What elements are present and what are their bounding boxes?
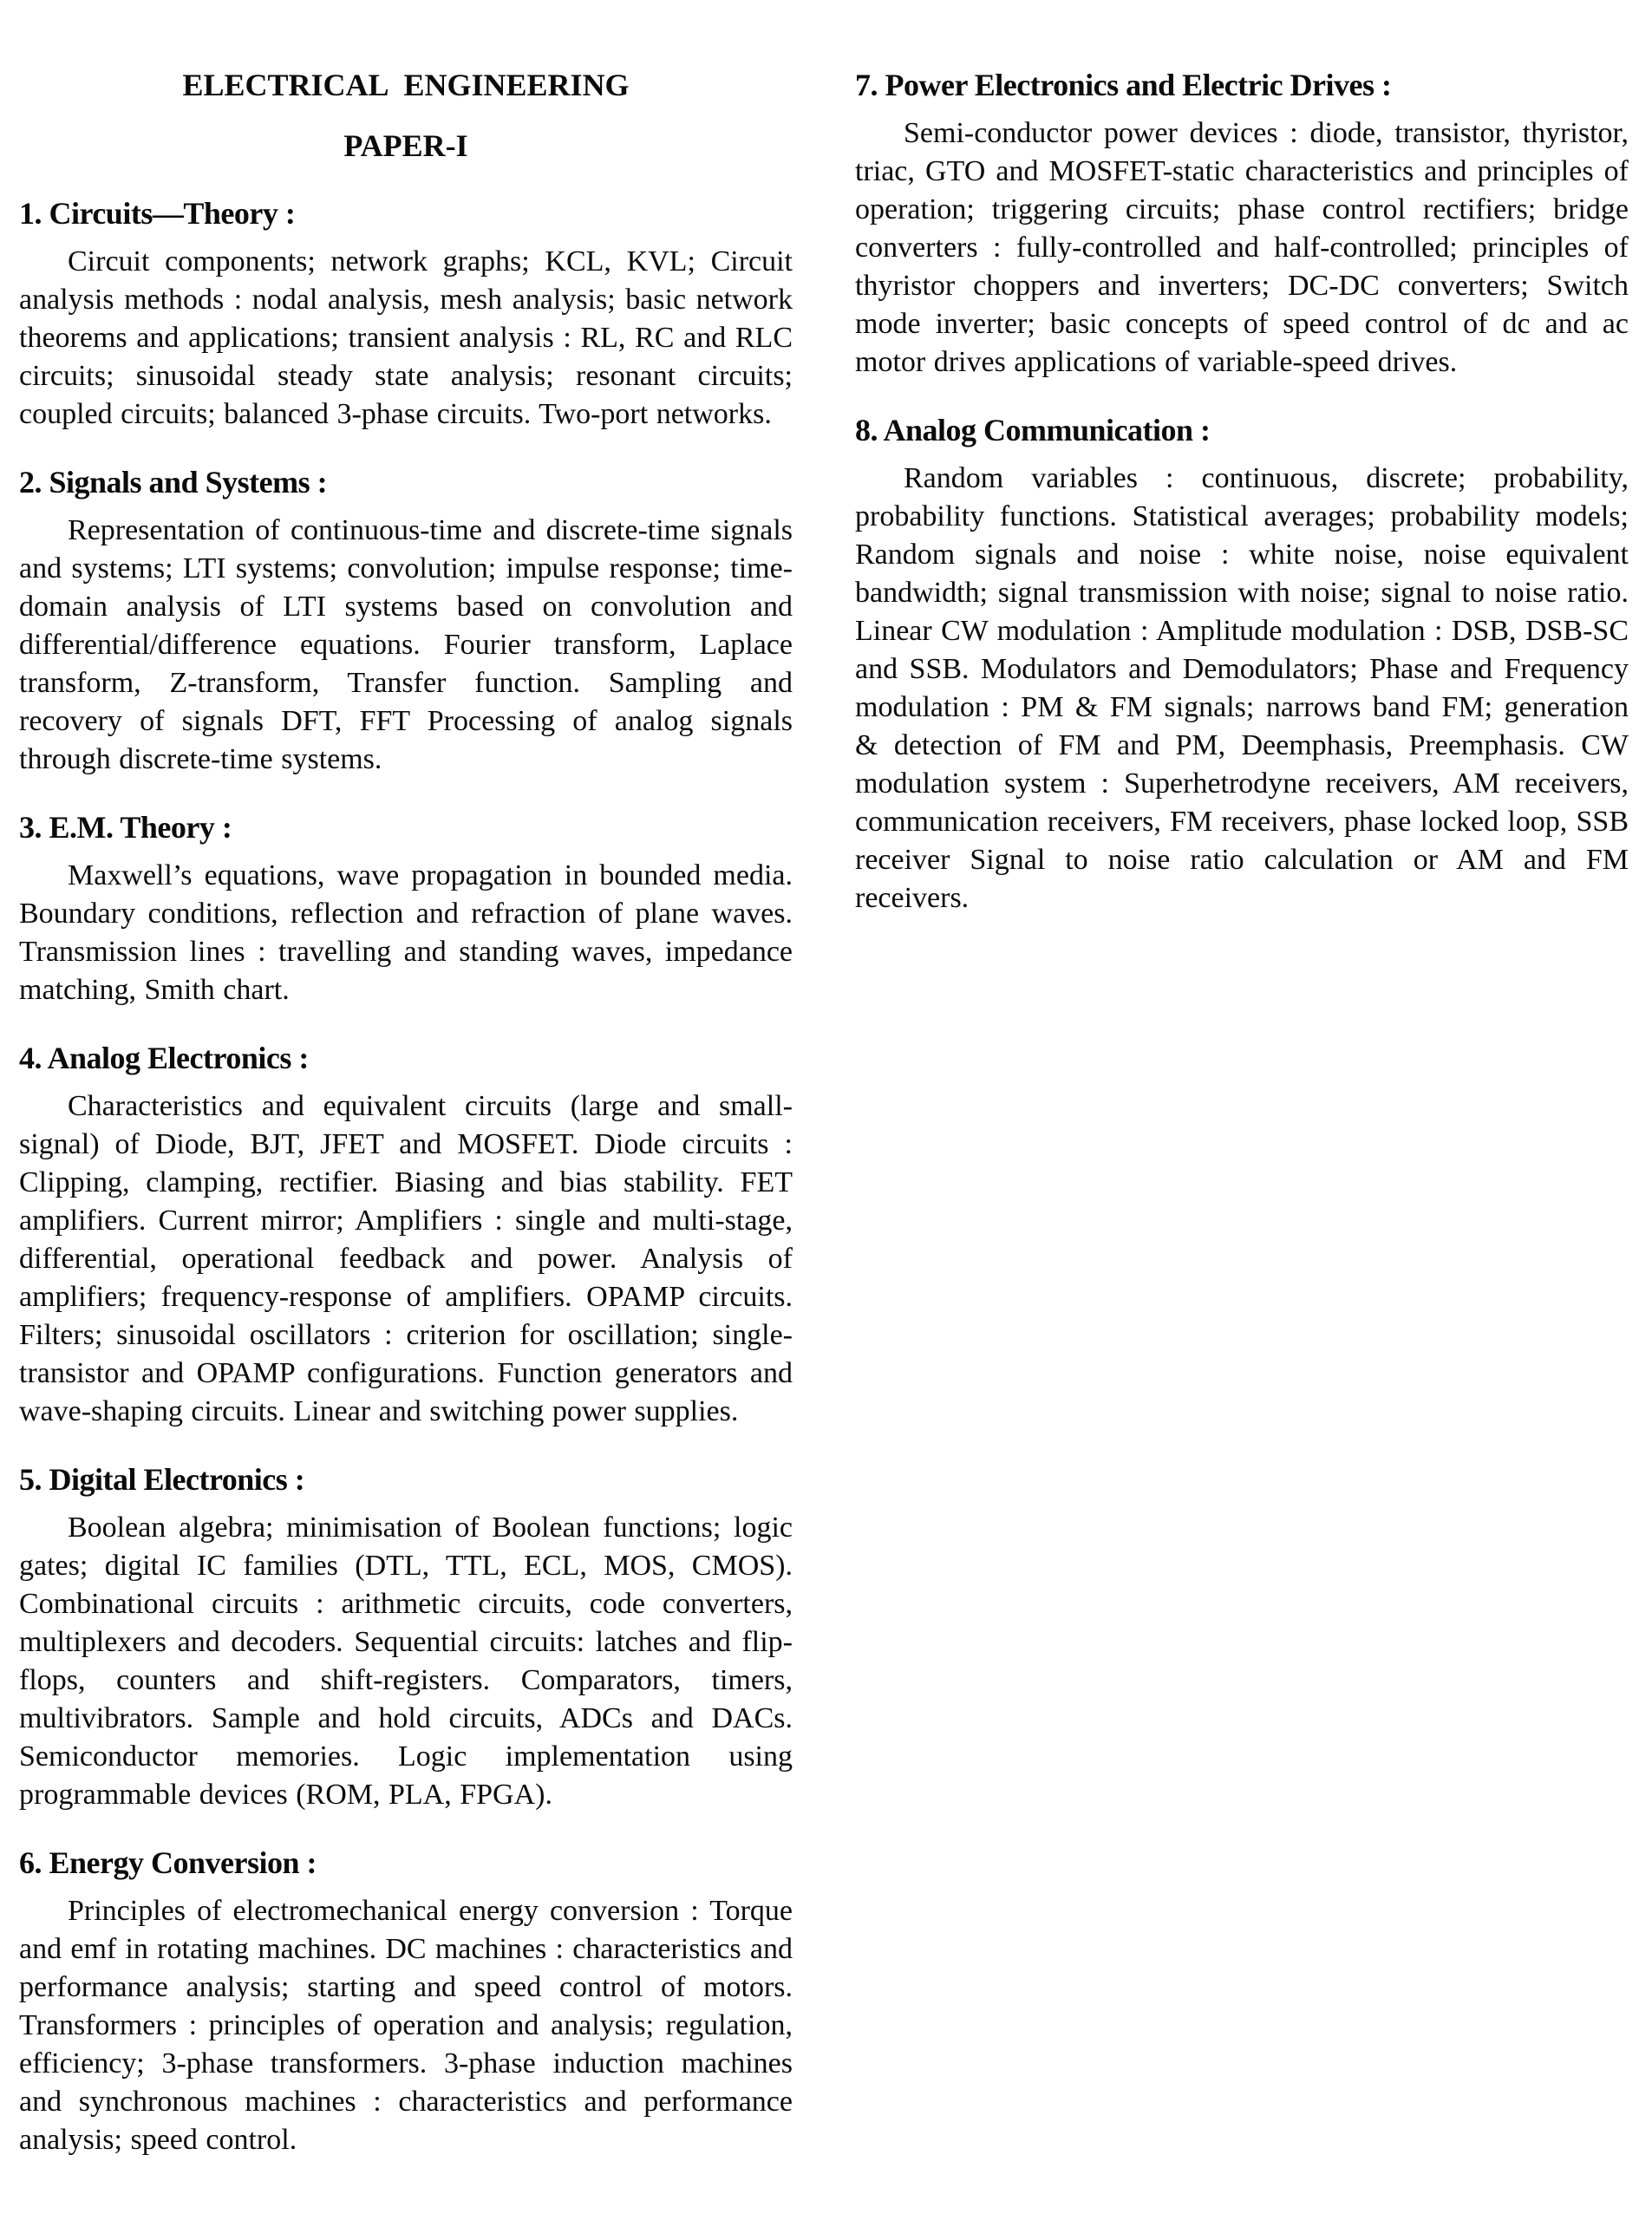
section-signals-systems (19, 463, 793, 779)
section-power-electronics (855, 66, 1629, 382)
section-body: Representation of continuous-time and discrete-time signals and systems; LTI systems; convolution; impulse response; time-domain analysis of LTI systems based on convolution and differential/difference equations. Fourier transform, Laplace transform, Z-transform, Transfer function. Sampling and recovery of signals DFT, FFT Processing of analog signals through discrete-time systems. (19, 514, 793, 775)
section-digital-electronics (19, 1460, 793, 1814)
section-circuits-theory (19, 194, 793, 434)
section-heading: 3. E.M. Theory : (19, 810, 232, 845)
section-body: Random variables : continuous, discrete; probability, probability functions. Statistical averages; probability models; Random signals and noise : white noise, noise equivalent bandwidth; signal transmission with noise; signal to noise ratio. Linear CW modulation : Amplitude modulation : DSB, DSB-SC and SSB. Modulators and Demodulators; Phase and Frequency modulation : PM & FM signals; narrows band FM; generation & detection of FM and PM, Deemphasis, Preemphasis. CW modulation system : Superhetrodyne receivers, AM receivers, communication receivers, FM receivers, phase locked loop, SSB receiver Signal to noise ratio calculation or AM and FM receivers. (855, 462, 1629, 914)
section-heading: 5. Digital Electronics : (19, 1462, 305, 1497)
section-heading: 7. Power Electronics and Electric Drives : (855, 68, 1392, 102)
section-body: Semi-conductor power devices : diode, transistor, thyristor, triac, GTO and MOSFET-static characteristics and principles of operation; triggering circuits; phase control rectifiers; bridge converters : fully-controlled and half-controlled; principles of thyristor choppers and inverters; DC-DC converters; Switch mode inverter; basic concepts of speed control of dc and ac motor drives applications of variable-speed drives. (855, 117, 1629, 378)
section-body: Maxwell’s equations, wave propagation in bounded media. Boundary conditions, reflection and refraction of plane waves. Transmission lines : travelling and standing waves, impedance matching, Smith chart. (19, 859, 793, 1006)
section-analog-communication (855, 411, 1629, 917)
section-body: Circuit components; network graphs; KCL, KVL; Circuit analysis methods : nodal analysis, mesh analysis; basic network theorems and applications; transient analysis : RL, RC and RLC circuits; sinusoidal steady state analysis; resonant circuits; coupled circuits; balanced 3-phase circuits. Two-port networks. (19, 245, 793, 430)
section-heading: 1. Circuits—Theory : (19, 196, 296, 231)
section-analog-electronics (19, 1039, 793, 1431)
section-heading: 4. Analog Electronics : (19, 1041, 309, 1075)
section-body: Principles of electromechanical energy conversion : Torque and emf in rotating machines. DC machines : characteristics and performance analysis; starting and speed control of motors. Transformers : principles of operation and analysis; regulation, efficiency; 3-phase transformers. 3-phase induction machines and synchronous machines : characteristics and performance analysis; speed control. (19, 1895, 793, 2156)
section-body: Boolean algebra; minimisation of Boolean functions; logic gates; digital IC families (DTL, TTL, ECL, MOS, CMOS). Combinational circuits : arithmetic circuits, code converters, multiplexers and decoders. Sequential circuits: latches and flip-flops, counters and shift-registers. Comparators, timers, multivibrators. Sample and hold circuits, ADCs and DACs. Semiconductor memories. Logic implementation using programmable devices (ROM, PLA, FPGA). (19, 1512, 793, 1811)
section-body: Characteristics and equivalent circuits (large and small-signal) of Diode, BJT, JFET and MOSFET. Diode circuits : Clipping, clamping, rectifier. Biasing and bias stability. FET amplifiers. Current mirror; Amplifiers : single and multi-stage, differential, operational feedback and power. Analysis of amplifiers; frequency-response of amplifiers. OPAMP circuits. Filters; sinusoidal oscillators : criterion for oscillation; single-transistor and OPAMP configurations. Function generators and wave-shaping circuits. Linear and switching power supplies. (19, 1090, 793, 1427)
page-title: ELECTRICAL ENGINEERING (182, 68, 630, 102)
section-heading: 6. Energy Conversion : (19, 1845, 317, 1880)
section-energy-conversion (19, 1844, 793, 2159)
section-heading: 2. Signals and Systems : (19, 465, 328, 500)
right-column (855, 66, 1629, 2220)
left-column (19, 66, 793, 2220)
section-em-theory (19, 808, 793, 1009)
section-heading: 8. Analog Communication : (855, 413, 1211, 447)
paper-subtitle: PAPER-I (343, 128, 468, 163)
